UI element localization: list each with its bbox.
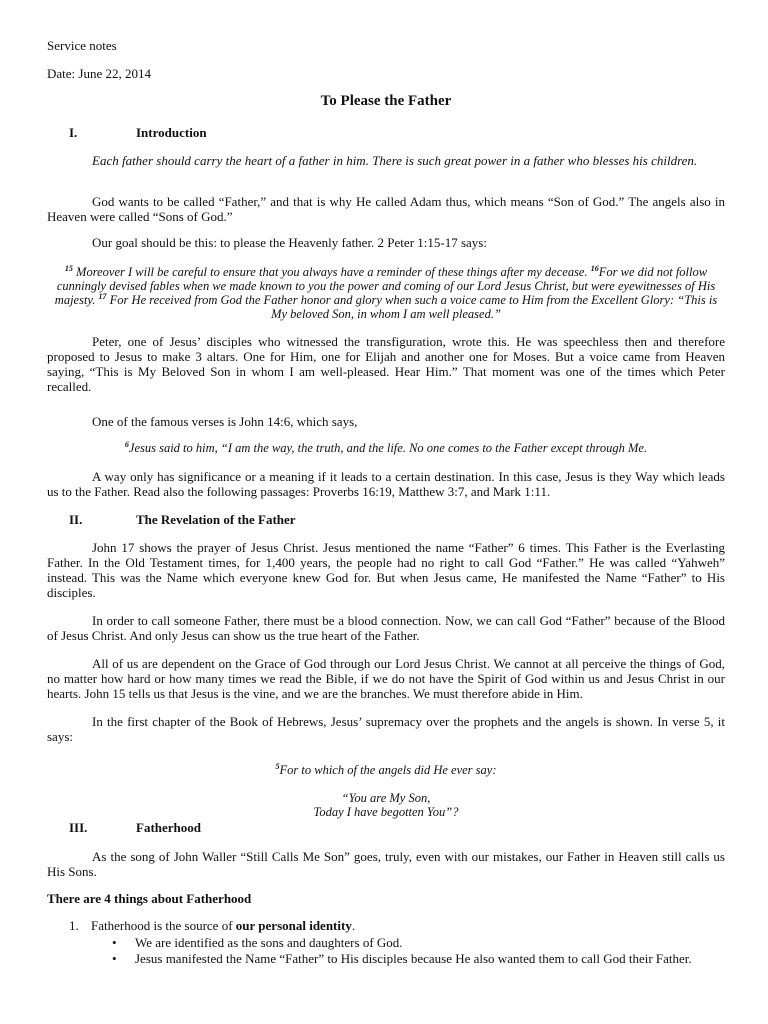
scripture-quote-john — [47, 441, 725, 455]
verse-number: 16 — [590, 263, 599, 273]
date-line: Date: June 22, 2014 — [47, 66, 151, 81]
page-title: To Please the Father — [320, 93, 452, 109]
intro-paragraph-1: Each father should carry the heart of a father in him. There is such great power in a father who blesses his children. — [92, 153, 698, 168]
service-notes-label: Service notes — [47, 38, 117, 53]
bullet-item — [90, 935, 725, 950]
revelation-paragraph-2: In order to call someone Father, there must be a blood connection. Now, we can call God “Father” because of the Blood of Jesus Christ. And only Jesus can show us the true heart of the Father. — [47, 613, 725, 643]
verse-number: 6 — [124, 439, 129, 449]
scripture-quote-hebrews — [47, 763, 725, 777]
revelation-paragraph-4: In the first chapter of the Book of Hebrews, Jesus’ supremacy over the prophets and the angels is shown. In verse 5, it says: — [47, 714, 725, 744]
item-text-end: . — [351, 918, 356, 933]
bullet-glyph: • — [112, 935, 117, 950]
revelation-paragraph-1: John 17 shows the prayer of Jesus Christ. Jesus mentioned the name “Father” 6 times. This Father is the Everlasting Father. In the Old Testament times, for 1,400 years, the people had no right to call God “Father.” He was called “Yahweh” instead. This was the Name which everyone knew God for. But when Jesus came, He manifested the Name “Father” to His disciples. — [47, 540, 725, 600]
bullet-item — [90, 951, 725, 966]
revelation-paragraph-3: All of us are dependent on the Grace of God through our Lord Jesus Christ. We cannot at all perceive the things of God, no matter how hard or how many times we read the Bible, if we do not have the Spirit of God within us and Jesus Christ in our hearts. John 15 tells us that Jesus is the vine, and we are the branches. We must therefore abide in Him. — [47, 656, 725, 701]
verse-number: 17 — [98, 291, 107, 301]
section-number: III. — [69, 820, 88, 835]
item-text: Fatherhood is the source of — [91, 918, 236, 933]
fatherhood-subheading: There are 4 things about Fatherhood — [47, 891, 252, 906]
intro-paragraph-5: One of the famous verses is John 14:6, which says, — [92, 414, 358, 429]
verse-text: Moreover I will be careful to ensure that you always have a reminder of these things after my decease. — [72, 265, 591, 279]
numbered-item-1 — [47, 918, 725, 933]
section-title: Fatherhood — [136, 820, 201, 835]
intro-paragraph-6: A way only has significance or a meaning if it leads to a certain destination. In this case, Jesus is they Way which leads us to the Father. Read also the following passages: Proverbs 16:19, Matthew 3:7, and Mark 1:11. — [47, 469, 725, 499]
verse-text: For to which of the angels did He ever say: — [279, 763, 497, 777]
verse-number: 15 — [64, 263, 73, 273]
fatherhood-paragraph-1: As the song of John Waller “Still Calls Me Son” goes, truly, even with our mistakes, our Father in Heaven still calls us His Sons. — [47, 849, 725, 879]
section-heading-revelation — [47, 512, 725, 527]
section-title: The Revelation of the Father — [136, 512, 296, 527]
scripture-quote-line-2: Today I have begotten You”? — [313, 805, 459, 819]
item-emphasis: our personal identity — [235, 918, 352, 933]
section-number: II. — [69, 512, 83, 527]
bullet-glyph: • — [112, 951, 117, 966]
verse-text: For He received from God the Father honor and glory when such a voice came to Him from the Excellent Glory: “This is My beloved Son, in whom I am well pleased.” — [106, 293, 718, 321]
verse-number: 5 — [275, 761, 280, 771]
section-heading-introduction — [47, 125, 725, 140]
intro-paragraph-2: God wants to be called “Father,” and that is why He called Adam thus, which means “Son of God.” The angels also in Heaven were called “Sons of God.” — [47, 194, 725, 224]
section-heading-fatherhood — [47, 820, 725, 835]
verse-text: Jesus said to him, “I am the way, the truth, and the life. No one comes to the Father except through Me. — [128, 441, 648, 455]
item-number: 1. — [69, 918, 79, 933]
section-number: I. — [69, 125, 78, 140]
section-title: Introduction — [136, 125, 207, 140]
scripture-quote-2peter — [47, 265, 725, 321]
bullet-text: Jesus manifested the Name “Father” to His disciples because He also wanted them to call God their Father. — [135, 951, 692, 966]
intro-paragraph-3: Our goal should be this: to please the Heavenly father. 2 Peter 1:15-17 says: — [92, 235, 487, 250]
bullet-text: We are identified as the sons and daughters of God. — [135, 935, 403, 950]
scripture-quote-line-1: “You are My Son, — [341, 791, 431, 805]
intro-paragraph-4: Peter, one of Jesus’ disciples who witnessed the transfiguration, wrote this. He was speechless then and therefore proposed to Jesus to make 3 altars. One for Him, one for Elijah and another one for Moses. But a voice came from Heaven saying, “This is My Beloved Son in whom I am well-pleased. Hear Him.” That moment was one of the times which Peter recalled. — [47, 334, 725, 394]
verse-text: For we did not follow cunningly devised fables when we made known to you the power and coming of our Lord Jesus Christ, but were eyewitnesses of His majesty. — [54, 265, 716, 307]
